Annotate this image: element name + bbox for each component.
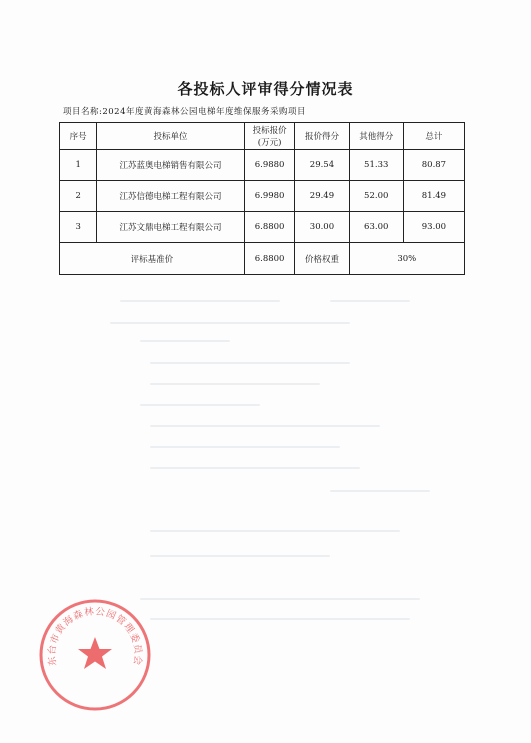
cell-price-score: 30.00 (295, 212, 349, 243)
cell-price: 6.8800 (244, 212, 295, 243)
table-header-row (60, 123, 465, 150)
score-table (59, 122, 465, 275)
table-footer-row (60, 243, 465, 275)
header-index: 序号 (60, 123, 97, 150)
cell-price-score: 29.49 (295, 181, 349, 212)
table-row (60, 181, 465, 212)
cell-other-score: 63.00 (349, 212, 403, 243)
cell-total: 81.49 (403, 181, 464, 212)
header-price-score: 报价得分 (295, 123, 349, 150)
header-other-score: 其他得分 (349, 123, 403, 150)
cell-other-score: 52.00 (349, 181, 403, 212)
price-weight-value: 30% (349, 243, 464, 275)
cell-price-score: 29.54 (295, 150, 349, 181)
seal-star-icon (78, 637, 112, 669)
cell-price: 6.9880 (244, 150, 295, 181)
price-weight-label: 价格权重 (295, 243, 349, 275)
header-price-line2: (万元) (257, 138, 282, 148)
base-price-label: 评标基准价 (60, 243, 245, 275)
header-price (244, 123, 295, 150)
cell-index: 3 (60, 212, 97, 243)
cell-price: 6.9980 (244, 181, 295, 212)
table-row (60, 212, 465, 243)
cell-total: 80.87 (403, 150, 464, 181)
cell-bidder: 江苏文鼎电梯工程有限公司 (97, 212, 245, 243)
seal-text: 东台市黄海森林公园管理委员会 (46, 606, 144, 667)
document-title: 各投标人评审得分情况表 (177, 80, 354, 98)
cell-index: 2 (60, 181, 97, 212)
cell-bidder: 江苏信德电梯工程有限公司 (97, 181, 245, 212)
cell-total: 93.00 (403, 212, 464, 243)
cell-other-score: 51.33 (349, 150, 403, 181)
header-price-line1: 投标报价 (252, 126, 287, 136)
header-total: 总计 (403, 123, 464, 150)
cell-bidder: 江苏蓝奥电梯销售有限公司 (97, 150, 245, 181)
official-seal (37, 597, 153, 713)
header-bidder: 投标单位 (97, 123, 245, 150)
cell-index: 1 (60, 150, 97, 181)
project-name-line: 项目名称:2024年度黄海森林公园电梯年度维保服务采购项目 (63, 107, 306, 117)
base-price-value: 6.8800 (244, 243, 295, 275)
table-row (60, 150, 465, 181)
